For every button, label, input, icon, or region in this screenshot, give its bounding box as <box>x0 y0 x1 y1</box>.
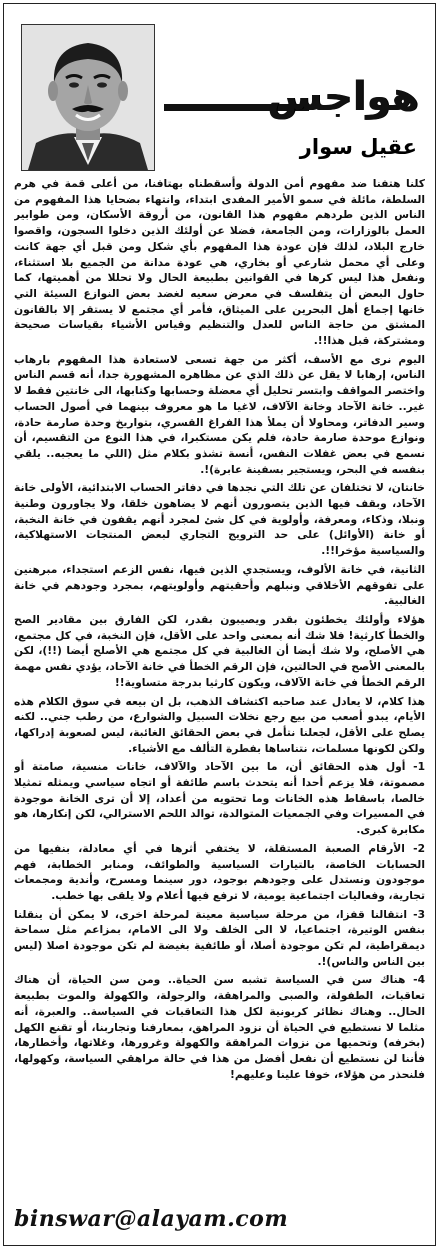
author-photo <box>21 24 155 171</box>
paragraph: هذا كلام، لا يعادل عند صاحبه اكتشاف الذهب، بل ان بيعه في سوق الكلام هذه الأيام، يبدو أصعب من بيع رجع نخلات السبيل والشوارع، من رطب جني.. لكنه يصلح على الأقل، لجعلنا نتأمل في بعض الحقائق الغائبة، ليس لصعوبة إدراكها، ولكن لكونها مسلمات، نتناساها بفطرة التألف مع الأشياء. <box>14 694 425 755</box>
paragraph: 2- الأرقام الصعبة المستقلة، لا يختفي أثرها في أي معادلة، بنفيها من الحسابات الخاصة، بالتيارات السياسية والطوائف، ومنابر الخطابة، فهم موجودون ونستدل على وجودهم بوجود، دور سينما ومسرح، وأندية ومجمعات تجارية، وفعاليات اجتماعية يومية، لا ترفع فيها أعلام ولا يلقى بها خطب. <box>14 841 425 902</box>
article-body <box>14 176 425 1198</box>
paragraph: خانتان، لا تختلفان عن تلك التي نجدها في دفاتر الحساب الابتدائية، الأولى خانة الآحاد، وبقف فيها الذين يتصورون أنهم لا يضاهون خلقا، ولا يجاورون وطنية ونبلا، وذكاء، ومعرفة، وأولوية في كل شئ لمجرد أنهم يقفون في خانة النخبة، أو خانة (الأوائل) على حد الترويج التجاري لبعض المنتجات الاستهلاكية، والسياسية مؤخرا!!. <box>14 481 425 558</box>
paragraph: اليوم نرى مع الأسف، أكثر من جهة تسعى لاستعادة هذا المفهوم بارهاب الناس، إرهابا لا يقل عن ذلك الذي عن مظاهره المشهورة جدا، أنه قسم الناس واختصر المواقف وابتسر تحليل أي معضلة وحسابها وكتابها، الى خانتين فقط لا غير.. خانة الآحاد وخانة الآلاف، لاغيا ما هو معروف بينهما في أصول الحساب وسير الدفاتر، ومحاولا أن يملأ هذا الفراغ القسري، بتواريخ وحدة صارمة حادة، ونوازع موحدة صارمة حادة، فلم يكن مستكبرا، في هذا النوع من التقسيم، أن نسمع في بعض غفلات النفس، أنسة تشذو بكلام مثل (اللي ما يعجبه.. يلقي بنفسه في البحر، ويستجير بسفينة عابرة)!. <box>14 352 425 476</box>
paragraph: هؤلاء وأولئك يخطئون بقدر ويصيبون بقدر، لكن الفارق بين مقادير الصح والخطأ كارثية! فلا شك أنه بمعنى واحد على الأقل، فإن النخبة، في كل مجتمع، هي الأصلح، ولا شك أيضا أن الغالبية في كل مجتمع هي الأصلح أيضا (!!)، لكن بالمعنى الأصح في الحالتين، فإن الرقم الخطأ في خانة الآحاد، يؤدي نفس مهمة الرقم الخطأ في خانة الآلاف، ويكون كارثيا بدرجة متساوية!! <box>14 612 425 689</box>
paragraph: 3- انتقالنا قفزا، من مرحلة سياسية معينة لمرحلة اخرى، لا يمكن أن ينقلنا بنفس الوتيرة، اجتماعيا، لا الى الخلف ولا الى الامام، بمزاعم مثل سماحة ديمقراطية، لم تكن موجودة أصلا، أو طائفية بغيضة لم تكن موجودة اصلا (ليس بين الناس والناس)!. <box>14 907 425 968</box>
paragraph: الثانية، في خانة الألوف، ويستجدي الذين فيها، نفس الزعم استجداء، مبرهنين على تفوقهم الأخلاقي ونبلهم وأحقيتهم وأولويتهم، بمجرد وجودهم في خانة الغالبية. <box>14 562 425 608</box>
paragraph: كلنا هتفنا ضد مفهوم أمن الدولة وأسقطناه بهتافنا، من أعلى قمة في هرم السلطة، مائلة في سمو الأمير المفدى ابتداء، وانتهاء بضحايا هذا المفهوم من الناس الذين طردهم مفهوم هذا القانون، من أروقة الأسكان، ومن طوابير العمل بالوزارات، ومن الجامعة، فضلا عن أولئك الذين دخلوا السجون، واقصوا خارج البلاد، لذلك فإن عودة هذا المفهوم بأي شكل ومن قبل أي جهة كانت وعلى أي محمل شارعي أو بخاري، هي عودة مدانة من الجميع بلا استثناء، ونفعل هذا ليس كرها في القوانين بطبيعة الحال ولا تحللا من أهميتها، كما حاول البعض أن يتفلسف في معرض سعيه لغضد بعض النوازع السيئة التي خانها إجماع أهل البحرين على الميثاق، فأمر أي مجتمع لا يستقر إلا بالقانون المشتق من حاجة الناس للعدل والتنظيم وقياس الأشياء بقياسات صحيحة ومشتركة، قبل هذا!!. <box>14 177 425 348</box>
author-portrait-icon <box>22 25 154 170</box>
paragraph: 1- أول هذه الحقائق أن، ما بين الآحاد والآلاف، خانات منسية، صامتة أو مصموتة، فلا يزعم أحدا أنه يتحدث باسم طائفة أو اتجاه سياسي ويمثله تمثيلا خالصا، باسقاط هذه الخانات وما تحتويه من أعداد، إلا أن ترى الخانة موجودة في المسيرات وفي الجمعيات المتوالدة، توالد اللحم الاسترالي، لكن إنكارها، هو مكابرة كبرى. <box>14 760 425 837</box>
column-header <box>4 4 437 174</box>
column-title-text: هواجس <box>267 74 419 120</box>
column-frame <box>3 3 436 1246</box>
paragraph: 4- هناك سن في السياسة تشبه سن الحياة.. ومن سن الحياة، أن هناك تعاقبات، الطفولة، والصبى والمراهقة، والرجولة، والكهولة والموت بطبيعة الحال.. وهناك نظائر كربونية لكل هذا التعاقبات في السياسة.. والعبرة، أنه مثلما لا نستطيع في الحياة أن نزود المراهق، بمعارفنا وتجاربنا، أو تقنع الكهل (بخرفه) وتحميها من نزوات المراهقة والكهولة وغرورها، وغلاتها، وأخطارها، فأننا لن نستطيع أن نفعل أفضل من هذا في حالة مراهقي السياسة، وكهولها، فلنحذر من هؤلاء، خوفا علينا وعليهم! <box>14 973 425 1081</box>
author-email: binswar@alayam.com <box>14 1206 289 1232</box>
column-title <box>164 68 419 126</box>
author-name: عقيل سوار <box>299 135 417 159</box>
